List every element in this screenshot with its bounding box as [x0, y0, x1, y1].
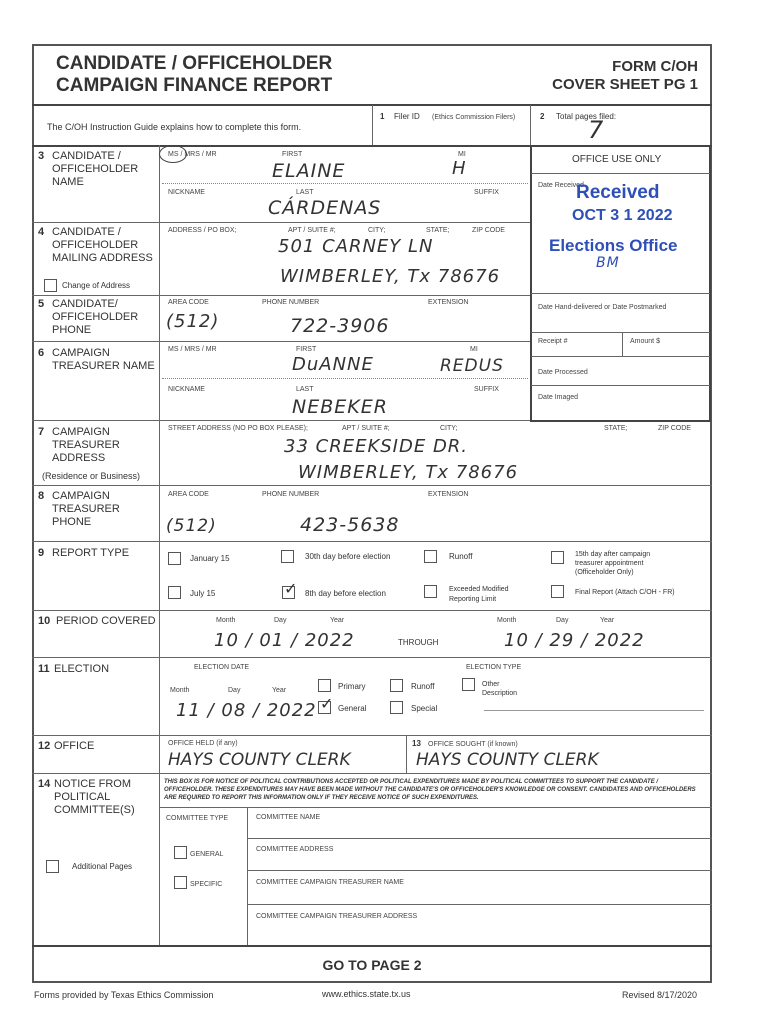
committee-type-label: COMMITTEE TYPE [166, 815, 229, 822]
sec10-num: 10 [38, 615, 51, 627]
sec5-phone-label: PHONE NUMBER [262, 299, 320, 306]
sec3-last-label: LAST [296, 189, 314, 196]
sec5-label: CANDIDATE/ OFFICEHOLDER PHONE [52, 298, 139, 336]
sec3-num: 3 [38, 150, 45, 162]
sec4-zip-label: ZIP CODE [472, 227, 505, 234]
form-title-line1: CANDIDATE / OFFICEHOLDER [56, 53, 333, 74]
sec3-label: CANDIDATE / OFFICEHOLDER NAME [52, 150, 139, 188]
sec4-num: 4 [38, 226, 45, 238]
sec6-label: CAMPAIGN TREASURER NAME [52, 347, 155, 372]
date-imaged-label: Date Imaged [538, 394, 579, 401]
sec3-last-value: CÁRDENAS [268, 197, 382, 219]
instruction-text: The C/OH Instruction Guide explains how to complete this form. [47, 122, 302, 132]
day8-check-mark: ✓ [284, 581, 298, 598]
sec8-label: CAMPAIGN TREASURER PHONE [52, 490, 120, 528]
sec4-line2-value: WIMBERLEY, Tx 78676 [280, 266, 501, 287]
sec7-line2-value: WIMBERLEY, Tx 78676 [298, 462, 519, 483]
day15-checkbox[interactable] [551, 551, 564, 564]
final-label: Final Report (Attach C/OH - FR) [575, 589, 675, 596]
sec11-date-value: 11 / 08 / 2022 [176, 700, 317, 721]
sec10-day-label: Day [274, 617, 287, 624]
sec7-residence: (Residence or Business) [42, 471, 141, 481]
sec12-label: OFFICE [54, 740, 95, 752]
total-pages-label: Total pages filed: [556, 112, 617, 121]
committee-treasurer-name-label: COMMITTEE CAMPAIGN TREASURER NAME [256, 879, 404, 886]
sec6-mi-value: REDUS [440, 356, 504, 376]
runoff-label: Runoff [449, 552, 473, 561]
sec11-day-label: Day [228, 687, 241, 694]
sec14-num: 14 [38, 778, 51, 790]
go-to-page-2: GO TO PAGE 2 [322, 957, 422, 973]
committee-general-label: GENERAL [190, 851, 224, 858]
sec10-month2-label: Month [497, 617, 517, 624]
footer-provided: Forms provided by Texas Ethics Commission [34, 990, 214, 1000]
runoff-election-checkbox[interactable] [390, 679, 403, 692]
filer-id-note: (Ethics Commission Filers) [432, 114, 516, 121]
jul15-checkbox[interactable] [168, 586, 181, 599]
sec5-area-label: AREA CODE [168, 299, 209, 306]
committee-general-checkbox[interactable] [174, 846, 187, 859]
sec13-sought-value: HAYS COUNTY CLERK [416, 750, 599, 770]
sec3-first-value: ELAINE [272, 160, 346, 182]
sec6-last-value: NEBEKER [292, 396, 388, 418]
sec3-mi-label: MI [458, 151, 466, 158]
sec3-ms-label: MS / MRS / MR [168, 151, 217, 158]
total-pages-value: 7 [588, 116, 605, 144]
sec7-line1-value: 33 CREEKSIDE DR. [284, 436, 469, 457]
sec11-month-label: Month [170, 687, 190, 694]
date-hand-label: Date Hand-delivered or Date Postmarked [538, 304, 667, 311]
jan15-checkbox[interactable] [168, 552, 181, 565]
stamp-initials: BM [596, 255, 620, 271]
final-checkbox[interactable] [551, 585, 564, 598]
sec4-line1-value: 501 CARNEY LN [278, 236, 434, 257]
sec7-city-label: CITY; [440, 425, 458, 432]
form-id-line1: FORM C/OH [612, 58, 698, 75]
special-checkbox[interactable] [390, 701, 403, 714]
sec8-area-value: (512) [166, 516, 217, 536]
form-id-line2: COVER SHEET PG 1 [552, 76, 698, 93]
jul15-label: July 15 [190, 589, 216, 598]
sec6-first-value: DuANNE [292, 354, 374, 375]
sec12-held-value: HAYS COUNTY CLERK [168, 750, 351, 770]
sec6-nickname-label: NICKNAME [168, 386, 205, 393]
filer-id-label: Filer ID [394, 112, 420, 121]
receipt-label: Receipt # [538, 338, 568, 345]
sec5-num: 5 [38, 298, 45, 310]
amount-label: Amount $ [630, 338, 660, 345]
sec3-suffix-label: SUFFIX [474, 189, 499, 196]
sec7-zip-label: ZIP CODE [658, 425, 691, 432]
date-received-label: Date Received [538, 182, 584, 189]
sec4-label: CANDIDATE / OFFICEHOLDER MAILING ADDRESS [52, 226, 153, 264]
committee-specific-label: SPECIFIC [190, 881, 223, 888]
sec8-num: 8 [38, 490, 45, 502]
sec10-through: THROUGH [398, 638, 439, 647]
sec11-year-label: Year [272, 687, 287, 694]
day15-line3: (Officeholder Only) [575, 569, 634, 576]
day30-label: 30th day before election [305, 552, 391, 561]
runoff-checkbox[interactable] [424, 550, 437, 563]
ms-circle [159, 145, 187, 163]
exceeded-checkbox[interactable] [424, 585, 437, 598]
additional-pages-checkbox[interactable] [46, 860, 59, 873]
footer-website: www.ethics.state.tx.us [322, 989, 411, 999]
sec10-year-label: Year [330, 617, 345, 624]
exceeded-line2: Reporting Limit [449, 596, 497, 603]
sec8-phone-label: PHONE NUMBER [262, 491, 320, 498]
runoff-election-label: Runoff [411, 682, 435, 691]
footer-revised: Revised 8/17/2020 [622, 990, 698, 1000]
exceeded-line1: Exceeded Modified [449, 586, 509, 593]
sec10-to-value: 10 / 29 / 2022 [504, 630, 645, 651]
sec7-state-label: STATE; [604, 425, 628, 432]
sec14-notice: THIS BOX IS FOR NOTICE OF POLITICAL CONTRIBUTIONS ACCEPTED OR POLITICAL EXPENDITURES MADE BY POLITICAL COMMITTEES TO SUPPORT THE CANDIDATE / OFFICEHOLDER. THESE EXPENDITURES MAY HAVE BEEN MADE WITHOUT THE CANDIDATE'S OR OFFICEHOLDER'S KNOWLEDGE OR CONSENT. CANDIDATES AND OFFICEHOLDERS ARE REQUIRED TO REPORT THIS INFORMATION ONLY IF THEY RECEIVE NOTICE OF SUCH EXPENDITURES. [164, 779, 696, 801]
filer-id-num: 1 [380, 112, 385, 121]
sec13-sought-label: OFFICE SOUGHT (if known) [428, 741, 518, 748]
sec6-first-label: FIRST [296, 346, 317, 353]
committee-treasurer-address-label: COMMITTEE CAMPAIGN TREASURER ADDRESS [256, 913, 418, 920]
form-title-line2: CAMPAIGN FINANCE REPORT [56, 75, 333, 96]
primary-label: Primary [338, 682, 366, 691]
sec10-year2-label: Year [600, 617, 615, 624]
day30-checkbox[interactable] [281, 550, 294, 563]
general-check-mark: ✓ [320, 696, 334, 713]
other-label: Other [482, 681, 500, 688]
day8-label: 8th day before election [305, 589, 386, 598]
sec4-city-label: CITY; [368, 227, 386, 234]
sec4-address-label: ADDRESS / PO BOX; [168, 227, 237, 234]
committee-specific-checkbox[interactable] [174, 876, 187, 889]
day15-line2: treasurer appointment [575, 560, 644, 567]
sec8-phone-value: 423-5638 [300, 514, 400, 536]
sec14-label: NOTICE FROM POLITICAL COMMITTEE(S) [54, 778, 135, 816]
sec11-label: ELECTION [54, 663, 110, 675]
sec10-from-value: 10 / 01 / 2022 [214, 630, 355, 651]
sec10-month-label: Month [216, 617, 236, 624]
sec10-day2-label: Day [556, 617, 569, 624]
sec12-held-label: OFFICE HELD (if any) [168, 740, 238, 747]
sec3-mi-value: H [452, 158, 467, 179]
sec12-num: 12 [38, 740, 51, 752]
general-label: General [338, 704, 367, 713]
sec9-label: REPORT TYPE [52, 547, 130, 559]
sec7-street-label: STREET ADDRESS (NO PO BOX PLEASE); [168, 425, 308, 432]
sec6-num: 6 [38, 347, 45, 359]
sec4-state-label: STATE; [426, 227, 450, 234]
total-pages-num: 2 [540, 112, 545, 121]
sec6-suffix-label: SUFFIX [474, 386, 499, 393]
jan15-label: January 15 [190, 554, 230, 563]
sec7-apt-label: APT / SUITE #; [342, 425, 390, 432]
sec7-label: CAMPAIGN TREASURER ADDRESS [52, 426, 120, 464]
office-use-heading: OFFICE USE ONLY [572, 154, 662, 165]
date-processed-label: Date Processed [538, 369, 588, 376]
sec5-ext-label: EXTENSION [428, 299, 469, 306]
sec11-num: 11 [38, 663, 50, 675]
sec11-type-label: ELECTION TYPE [466, 664, 522, 671]
additional-pages-label: Additional Pages [72, 862, 133, 871]
sec3-first-label: FIRST [282, 151, 303, 158]
primary-checkbox[interactable] [318, 679, 331, 692]
sec9-num: 9 [38, 547, 45, 559]
sec3-nickname-label: NICKNAME [168, 189, 205, 196]
change-address-checkbox[interactable] [44, 279, 57, 292]
stamp-date: OCT 3 1 2022 [572, 207, 673, 224]
change-address-label: Change of Address [62, 281, 131, 290]
day15-line1: 15th day after campaign [575, 551, 651, 558]
special-label: Special [411, 704, 438, 713]
sec5-phone-value: 722-3906 [290, 315, 390, 337]
sec13-num: 13 [412, 739, 421, 748]
sec4-apt-label: APT / SUITE #; [288, 227, 336, 234]
sec8-ext-label: EXTENSION [428, 491, 469, 498]
sec6-mi-label: MI [470, 346, 478, 353]
description-label: Description [482, 690, 518, 697]
stamp-received: Received [576, 182, 660, 203]
committee-address-label: COMMITTEE ADDRESS [256, 846, 334, 853]
sec6-ms-label: MS / MRS / MR [168, 346, 217, 353]
other-checkbox[interactable] [462, 678, 475, 691]
sec10-label: PERIOD COVERED [56, 615, 156, 627]
sec11-date-label: ELECTION DATE [194, 664, 250, 671]
sec6-last-label: LAST [296, 386, 314, 393]
stamp-office: Elections Office [549, 236, 678, 255]
sec8-area-label: AREA CODE [168, 491, 209, 498]
sec5-area-value: (512) [166, 311, 220, 332]
committee-name-label: COMMITTEE NAME [256, 814, 321, 821]
sec7-num: 7 [38, 426, 45, 438]
